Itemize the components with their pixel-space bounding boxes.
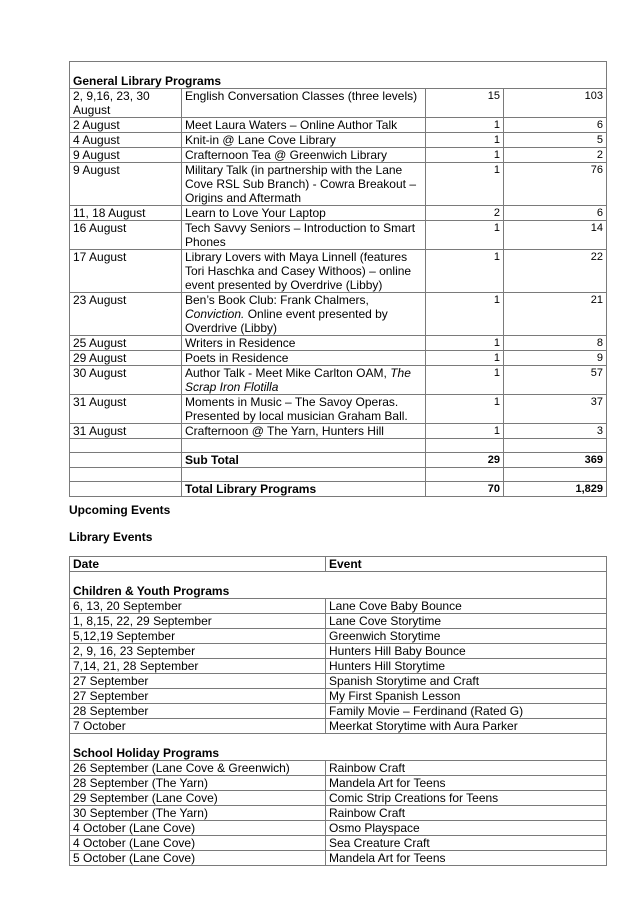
subtotal-sessions: 29 [426,453,504,468]
program-date: 17 August [70,250,182,293]
program-name-italic: Conviction. [185,307,245,321]
program-attendance: 57 [504,366,607,395]
library-events-heading: Library Events [69,530,153,544]
program-date: 31 August [70,424,182,439]
program-name: Library Lovers with Maya Linnell (features Tori Haschka and Casey Withoos) – online event presented by Overdrive (Libby) [182,250,426,293]
event-name: Rainbow Craft [326,806,607,821]
total-sessions: 70 [426,482,504,497]
total-attendance: 1,829 [504,482,607,497]
program-sessions: 1 [426,133,504,148]
program-date: 9 August [70,163,182,206]
program-name: Tech Savvy Seniors – Introduction to Smart Phones [182,221,426,250]
program-name [182,293,426,336]
event-name: Comic Strip Creations for Teens [326,791,607,806]
program-attendance: 8 [504,336,607,351]
program-attendance: 76 [504,163,607,206]
empty-cell [504,439,607,453]
event-date: 28 September (The Yarn) [70,776,326,791]
program-name-text: Author Talk - Meet Mike Carlton OAM, [185,366,391,380]
table-row [70,704,607,719]
total-label: Total Library Programs [182,482,426,497]
program-attendance: 6 [504,118,607,133]
program-date: 31 August [70,395,182,424]
event-date: 6, 13, 20 September [70,599,326,614]
program-attendance: 21 [504,293,607,336]
event-name: My First Spanish Lesson [326,689,607,704]
program-date: 23 August [70,293,182,336]
empty-cell [70,482,182,497]
event-name: Greenwich Storytime [326,629,607,644]
program-name: Poets in Residence [182,351,426,366]
event-date: 4 October (Lane Cove) [70,836,326,851]
program-attendance: 9 [504,351,607,366]
program-sessions: 1 [426,293,504,336]
program-name: Moments in Music – The Savoy Operas. Presented by local musician Graham Ball. [182,395,426,424]
program-sessions: 1 [426,366,504,395]
table-row [70,206,607,221]
children-section-title: Children & Youth Programs [70,572,607,599]
program-attendance: 5 [504,133,607,148]
table-row [70,148,607,163]
table-row [70,674,607,689]
table-row [70,659,607,674]
program-date: 2, 9,16, 23, 30 August [70,89,182,118]
event-name: Sea Creature Craft [326,836,607,851]
table-row [70,806,607,821]
program-sessions: 1 [426,250,504,293]
subtotal-label: Sub Total [182,453,426,468]
table-row [70,250,607,293]
program-sessions: 1 [426,163,504,206]
event-name: Spanish Storytime and Craft [326,674,607,689]
event-name: Mandela Art for Teens [326,851,607,866]
program-name: Meet Laura Waters – Online Author Talk [182,118,426,133]
event-name: Mandela Art for Teens [326,776,607,791]
subtotal-row [70,453,607,468]
table-row [70,118,607,133]
program-sessions: 1 [426,336,504,351]
empty-cell [70,439,182,453]
empty-cell [70,453,182,468]
program-attendance: 6 [504,206,607,221]
table-row [70,629,607,644]
empty-cell [182,468,426,482]
empty-cell [426,439,504,453]
table-row [70,719,607,734]
event-date: 4 October (Lane Cove) [70,821,326,836]
holiday-section-row [70,734,607,761]
program-date: 29 August [70,351,182,366]
program-attendance: 3 [504,424,607,439]
event-date: 27 September [70,689,326,704]
event-name: Family Movie – Ferdinand (Rated G) [326,704,607,719]
program-attendance: 14 [504,221,607,250]
table-row [70,644,607,659]
date-column-header: Date [70,557,326,572]
empty-cell [426,468,504,482]
event-name: Hunters Hill Storytime [326,659,607,674]
blank-row [70,468,607,482]
program-sessions: 1 [426,118,504,133]
holiday-section-title: School Holiday Programs [70,734,607,761]
program-date: 30 August [70,366,182,395]
table-row [70,89,607,118]
program-name: Military Talk (in partnership with the Lane Cove RSL Sub Branch) - Cowra Breakout – Origins and Aftermath [182,163,426,206]
table-row [70,221,607,250]
programs-section-title: General Library Programs [70,62,607,89]
empty-cell [70,468,182,482]
event-name: Meerkat Storytime with Aura Parker [326,719,607,734]
event-name: Rainbow Craft [326,761,607,776]
programs-section-row [70,62,607,89]
table-row [70,395,607,424]
event-name: Hunters Hill Baby Bounce [326,644,607,659]
table-row [70,599,607,614]
programs-table [69,61,607,497]
program-name [182,366,426,395]
table-row [70,836,607,851]
empty-cell [504,468,607,482]
table-row [70,791,607,806]
program-attendance: 22 [504,250,607,293]
event-date: 5 October (Lane Cove) [70,851,326,866]
event-date: 7,14, 21, 28 September [70,659,326,674]
program-date: 16 August [70,221,182,250]
events-header-row [70,557,607,572]
total-row [70,482,607,497]
program-date: 4 August [70,133,182,148]
program-name: Writers in Residence [182,336,426,351]
program-name-text: Ben’s Book Club: Frank Chalmers, [185,293,369,307]
program-name: Learn to Love Your Laptop [182,206,426,221]
table-row [70,293,607,336]
program-sessions: 1 [426,351,504,366]
event-date: 1, 8,15, 22, 29 September [70,614,326,629]
table-row [70,776,607,791]
table-row [70,851,607,866]
table-row [70,424,607,439]
programs-table-body [70,62,607,497]
table-row [70,689,607,704]
event-name: Osmo Playspace [326,821,607,836]
event-date: 28 September [70,704,326,719]
events-table [69,556,607,866]
program-sessions: 1 [426,395,504,424]
program-name-italic: The Scrap Iron Flotilla [185,366,411,394]
program-attendance: 37 [504,395,607,424]
table-row [70,163,607,206]
table-row [70,614,607,629]
program-sessions: 1 [426,424,504,439]
program-name: English Conversation Classes (three levels) [182,89,426,118]
subtotal-attendance: 369 [504,453,607,468]
children-section-row [70,572,607,599]
blank-row [70,439,607,453]
event-date: 7 October [70,719,326,734]
program-date: 25 August [70,336,182,351]
program-name-text: Online event presented by Overdrive (Libby) [185,307,388,335]
program-sessions: 2 [426,206,504,221]
program-date: 2 August [70,118,182,133]
program-sessions: 1 [426,221,504,250]
events-table-body [70,557,607,866]
program-name: Knit-in @ Lane Cove Library [182,133,426,148]
table-row [70,761,607,776]
event-date: 5,12,19 September [70,629,326,644]
program-name: Crafternoon Tea @ Greenwich Library [182,148,426,163]
event-date: 30 September (The Yarn) [70,806,326,821]
program-attendance: 2 [504,148,607,163]
table-row [70,133,607,148]
empty-cell [182,439,426,453]
event-date: 29 September (Lane Cove) [70,791,326,806]
program-name: Crafternoon @ The Yarn, Hunters Hill [182,424,426,439]
event-date: 2, 9, 16, 23 September [70,644,326,659]
program-sessions: 15 [426,89,504,118]
event-name: Lane Cove Storytime [326,614,607,629]
upcoming-events-heading: Upcoming Events [69,503,171,517]
program-sessions: 1 [426,148,504,163]
table-row [70,366,607,395]
event-column-header: Event [326,557,607,572]
program-date: 11, 18 August [70,206,182,221]
program-date: 9 August [70,148,182,163]
program-attendance: 103 [504,89,607,118]
table-row [70,351,607,366]
table-row [70,821,607,836]
table-row [70,336,607,351]
event-date: 27 September [70,674,326,689]
event-date: 26 September (Lane Cove & Greenwich) [70,761,326,776]
event-name: Lane Cove Baby Bounce [326,599,607,614]
